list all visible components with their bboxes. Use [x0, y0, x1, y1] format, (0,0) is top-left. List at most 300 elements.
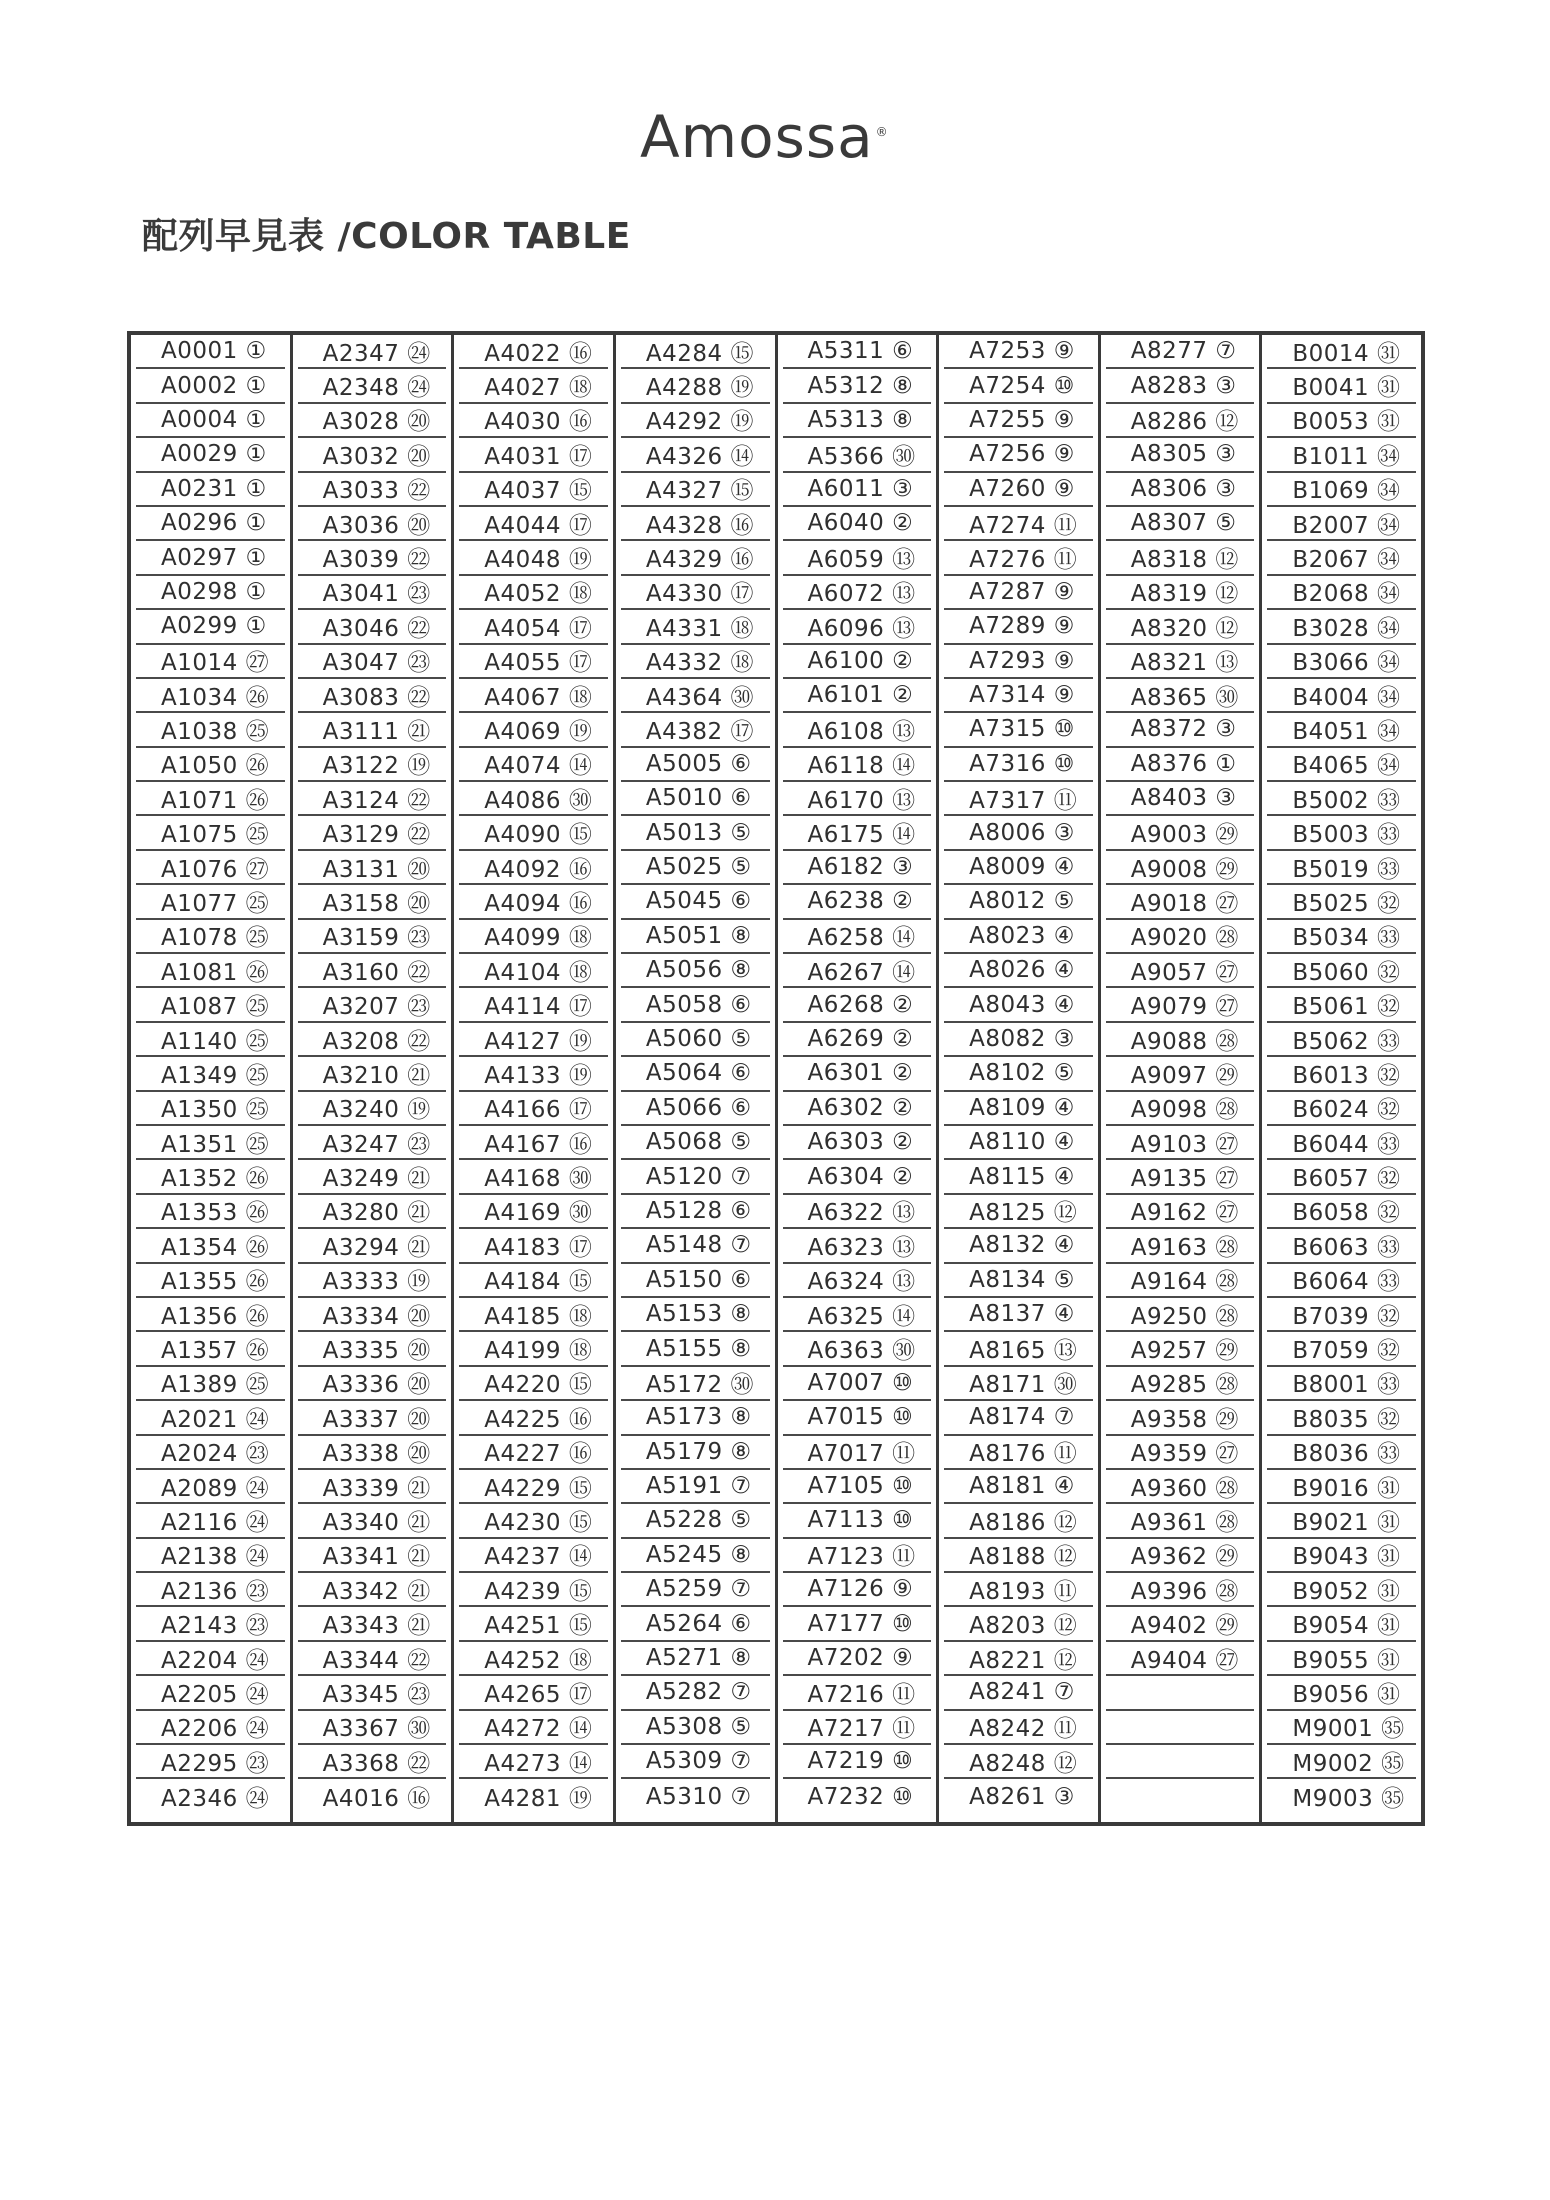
color-code-cell: A3294 ㉑	[298, 1229, 447, 1263]
color-code-cell: A4331 ⑱	[621, 610, 770, 644]
color-code-cell: B5061 ㉜	[1267, 988, 1416, 1022]
color-code-cell: A9098 ㉘	[1106, 1092, 1255, 1126]
color-code-cell: A2205 ㉔	[136, 1676, 285, 1710]
color-code-cell: A5025 ⑤	[621, 851, 770, 885]
color-code-cell: A9008 ㉙	[1106, 851, 1255, 885]
color-code-cell: A1076 ㉗	[136, 851, 285, 885]
color-code-cell: A4184 ⑮	[459, 1264, 608, 1298]
color-code-cell: A7017 ⑪	[783, 1436, 932, 1470]
color-code-cell: A8165 ⑬	[944, 1332, 1093, 1366]
color-code-cell: A6304 ②	[783, 1160, 932, 1194]
color-code-cell: A5010 ⑥	[621, 782, 770, 816]
color-code-cell: A4092 ⑯	[459, 851, 608, 885]
color-code-cell: A3338 ⑳	[298, 1436, 447, 1470]
color-code-cell: A4090 ⑮	[459, 816, 608, 850]
color-code-cell: A3343 ㉑	[298, 1607, 447, 1641]
color-code-cell: A3334 ⑳	[298, 1298, 447, 1332]
color-code-cell: A4364 ㉚	[621, 679, 770, 713]
color-code-cell: A1014 ㉗	[136, 645, 285, 679]
color-code-cell: A6301 ②	[783, 1057, 932, 1091]
color-code-cell: A5173 ⑧	[621, 1401, 770, 1435]
color-code-cell: A4044 ⑰	[459, 507, 608, 541]
color-code-cell: A7293 ⑨	[944, 645, 1093, 679]
color-code-cell: A4272 ⑭	[459, 1711, 608, 1745]
color-code-cell: A7287 ⑨	[944, 576, 1093, 610]
color-code-cell: A6267 ⑭	[783, 954, 932, 988]
color-code-cell: A6096 ⑬	[783, 610, 932, 644]
color-code-cell: A4074 ⑭	[459, 748, 608, 782]
color-code-cell: A3041 ㉓	[298, 576, 447, 610]
color-code-cell: A4220 ⑮	[459, 1367, 608, 1401]
color-code-cell: A4114 ⑰	[459, 988, 608, 1022]
color-code-cell: B5002 ㉝	[1267, 782, 1416, 816]
color-code-cell: A8125 ⑫	[944, 1195, 1093, 1229]
color-code-cell: A3342 ㉑	[298, 1573, 447, 1607]
color-code-cell: A2348 ㉔	[298, 369, 447, 403]
color-code-cell: A3159 ㉓	[298, 920, 447, 954]
color-code-cell: A0002 ①	[136, 369, 285, 403]
color-code-cell: B7039 ㉜	[1267, 1298, 1416, 1332]
color-code-cell: A7255 ⑨	[944, 404, 1093, 438]
color-code-cell: A5172 ㉚	[621, 1367, 770, 1401]
color-code-cell: A0296 ①	[136, 507, 285, 541]
table-column	[936, 335, 1098, 1822]
color-code-cell: A8307 ⑤	[1106, 507, 1255, 541]
color-code-cell: A0004 ①	[136, 404, 285, 438]
color-code-cell: A3368 ㉒	[298, 1745, 447, 1779]
color-code-cell: A5051 ⑧	[621, 920, 770, 954]
color-code-cell: A8115 ④	[944, 1160, 1093, 1194]
color-code-cell: A1078 ㉕	[136, 920, 285, 954]
color-code-cell: A8365 ㉚	[1106, 679, 1255, 713]
color-code-cell: A4284 ⑮	[621, 335, 770, 369]
color-code-cell: A6101 ②	[783, 679, 932, 713]
color-code-cell: A8221 ⑫	[944, 1642, 1093, 1676]
color-code-cell: A3344 ㉒	[298, 1642, 447, 1676]
color-code-cell: A5120 ⑦	[621, 1160, 770, 1194]
color-code-cell: A8277 ⑦	[1106, 335, 1255, 369]
color-code-cell: A7314 ⑨	[944, 679, 1093, 713]
color-code-cell: A4251 ⑮	[459, 1607, 608, 1641]
color-code-cell: A1075 ㉕	[136, 816, 285, 850]
color-code-cell	[1106, 1676, 1255, 1710]
color-code-cell: B4065 ㉞	[1267, 748, 1416, 782]
color-code-cell: A7317 ⑪	[944, 782, 1093, 816]
color-code-cell: A8109 ④	[944, 1092, 1093, 1126]
color-code-cell: A3036 ⑳	[298, 507, 447, 541]
color-code-cell: A9360 ㉘	[1106, 1470, 1255, 1504]
color-code-cell: A5066 ⑥	[621, 1092, 770, 1126]
color-code-cell: A3131 ⑳	[298, 851, 447, 885]
color-code-cell: B9056 ㉛	[1267, 1676, 1416, 1710]
color-code-cell: B5025 ㉜	[1267, 885, 1416, 919]
color-code-cell: A1350 ㉕	[136, 1092, 285, 1126]
color-code-cell: A4067 ⑱	[459, 679, 608, 713]
page-title: 配列早見表 /COLOR TABLE	[142, 216, 631, 257]
color-code-cell: A2346 ㉔	[161, 1786, 270, 1813]
color-code-cell: B3066 ㉞	[1267, 645, 1416, 679]
color-code-cell: A9003 ㉙	[1106, 816, 1255, 850]
color-code-cell: A8321 ⑬	[1106, 645, 1255, 679]
color-code-cell: A2116 ㉔	[136, 1504, 285, 1538]
color-code-cell: A7216 ⑪	[783, 1676, 932, 1710]
color-code-cell: B4051 ㉞	[1267, 713, 1416, 747]
color-code-cell: B5019 ㉝	[1267, 851, 1416, 885]
color-code-cell: A6108 ⑬	[783, 713, 932, 747]
color-code-cell: A3032 ⑳	[298, 438, 447, 472]
color-code-cell: A3046 ㉒	[298, 610, 447, 644]
color-code-cell: A4166 ⑰	[459, 1092, 608, 1126]
color-code-cell: B6044 ㉝	[1267, 1126, 1416, 1160]
color-code-cell: A2089 ㉔	[136, 1470, 285, 1504]
color-code-cell: A6325 ⑭	[783, 1298, 932, 1332]
color-code-cell: A5228 ⑤	[621, 1504, 770, 1538]
color-code-cell: A0231 ①	[136, 473, 285, 507]
color-code-cell: A7315 ⑩	[944, 713, 1093, 747]
color-code-cell: A9097 ㉙	[1106, 1057, 1255, 1091]
color-code-cell: A6100 ②	[783, 645, 932, 679]
color-code-cell: A9162 ㉗	[1106, 1195, 1255, 1229]
color-code-cell: A2143 ㉓	[136, 1607, 285, 1641]
color-code-cell: A4183 ⑰	[459, 1229, 608, 1263]
color-code-cell: A1356 ㉖	[136, 1298, 285, 1332]
color-code-cell: A3249 ㉑	[298, 1160, 447, 1194]
color-code-cell: A3124 ㉒	[298, 782, 447, 816]
color-code-cell: B9043 ㉛	[1267, 1539, 1416, 1573]
color-code-cell: A4104 ⑱	[459, 954, 608, 988]
color-code-cell: A7274 ⑪	[944, 507, 1093, 541]
color-code-cell: A0297 ①	[136, 541, 285, 575]
color-code-cell: A5309 ⑦	[621, 1745, 770, 1779]
color-code-cell: A1352 ㉖	[136, 1160, 285, 1194]
color-code-cell: A8320 ⑫	[1106, 610, 1255, 644]
color-code-cell: B9021 ㉛	[1267, 1504, 1416, 1538]
color-code-cell: A4328 ⑯	[621, 507, 770, 541]
color-code-cell: A3335 ⑳	[298, 1332, 447, 1366]
color-code-cell: A6303 ②	[783, 1126, 932, 1160]
color-code-cell: A4127 ⑲	[459, 1023, 608, 1057]
color-code-cell: A3339 ㉑	[298, 1470, 447, 1504]
color-code-cell: A4329 ⑯	[621, 541, 770, 575]
color-code-cell: A4252 ⑱	[459, 1642, 608, 1676]
amossa-logo	[640, 103, 889, 171]
color-code-cell: A3207 ㉓	[298, 988, 447, 1022]
color-code-cell: A8372 ③	[1106, 713, 1255, 747]
color-code-cell: A4052 ⑱	[459, 576, 608, 610]
color-code-cell: A8248 ⑫	[944, 1745, 1093, 1779]
color-code-cell: A0298 ①	[136, 576, 285, 610]
color-code-cell: A3039 ㉒	[298, 541, 447, 575]
color-code-cell: A5245 ⑧	[621, 1539, 770, 1573]
color-code-cell	[1106, 1711, 1255, 1745]
color-code-cell: A7232 ⑩	[807, 1783, 914, 1810]
color-code-cell: A3111 ㉑	[298, 713, 447, 747]
color-code-cell: B6013 ㉜	[1267, 1057, 1416, 1091]
color-code-cell: A4239 ⑮	[459, 1573, 608, 1607]
color-code-cell: A4069 ⑲	[459, 713, 608, 747]
color-code-cell: A1071 ㉖	[136, 782, 285, 816]
color-code-cell: A6170 ⑬	[783, 782, 932, 816]
color-code-cell	[1106, 1779, 1255, 1813]
color-code-cell: A4133 ⑲	[459, 1057, 608, 1091]
color-code-cell: A6040 ②	[783, 507, 932, 541]
color-code-cell: A4199 ⑱	[459, 1332, 608, 1366]
color-code-cell: A5264 ⑥	[621, 1607, 770, 1641]
color-code-cell: A6072 ⑬	[783, 576, 932, 610]
color-code-cell: A9359 ㉗	[1106, 1436, 1255, 1470]
color-code-cell: A9358 ㉙	[1106, 1401, 1255, 1435]
color-code-cell: A4027 ⑱	[459, 369, 608, 403]
color-code-cell: A7007 ⑩	[783, 1367, 932, 1401]
color-code-cell: B6063 ㉝	[1267, 1229, 1416, 1263]
color-code-cell: A8132 ④	[944, 1229, 1093, 1263]
color-code-cell: A8286 ⑫	[1106, 404, 1255, 438]
color-code-cell: A6323 ⑬	[783, 1229, 932, 1263]
color-code-cell: A3028 ⑳	[298, 404, 447, 438]
color-code-cell: A5311 ⑥	[783, 335, 932, 369]
color-code-cell: M9002 ㉟	[1267, 1745, 1416, 1779]
color-code-cell: A9362 ㉙	[1106, 1539, 1255, 1573]
color-code-cell: A8181 ④	[944, 1470, 1093, 1504]
color-code-cell: A1355 ㉖	[136, 1264, 285, 1298]
color-code-cell: A4016 ⑯	[322, 1786, 431, 1813]
table-column	[1259, 335, 1421, 1822]
color-code-cell: A1034 ㉖	[136, 679, 285, 713]
color-code-cell: A2138 ㉔	[136, 1539, 285, 1573]
color-code-cell: A1087 ㉕	[136, 988, 285, 1022]
color-code-cell: A5308 ⑤	[621, 1711, 770, 1745]
color-code-cell: A7219 ⑩	[783, 1745, 932, 1779]
color-code-cell: A3341 ㉑	[298, 1539, 447, 1573]
color-code-cell: A0029 ①	[136, 438, 285, 472]
color-code-cell: A4086 ㉚	[459, 782, 608, 816]
color-code-cell: B5034 ㉝	[1267, 920, 1416, 954]
color-code-cell: B9054 ㉛	[1267, 1607, 1416, 1641]
table-column	[775, 335, 937, 1822]
color-code-cell: A6269 ②	[783, 1023, 932, 1057]
color-code-cell: A4031 ⑰	[459, 438, 608, 472]
color-code-cell	[1106, 1745, 1255, 1779]
color-code-cell: A4288 ⑲	[621, 369, 770, 403]
color-code-cell: B6064 ㉝	[1267, 1264, 1416, 1298]
color-code-cell: A8174 ⑦	[944, 1401, 1093, 1435]
color-code-cell: A3367 ㉚	[298, 1711, 447, 1745]
color-code-cell: A5191 ⑦	[621, 1470, 770, 1504]
color-code-cell: A4330 ⑰	[621, 576, 770, 610]
color-code-cell: A3158 ⑳	[298, 885, 447, 919]
color-code-cell: A9257 ㉙	[1106, 1332, 1255, 1366]
color-code-cell: A3083 ㉒	[298, 679, 447, 713]
color-code-cell: B3028 ㉞	[1267, 610, 1416, 644]
color-code-cell: B8035 ㉜	[1267, 1401, 1416, 1435]
color-code-cell: A8241 ⑦	[944, 1676, 1093, 1710]
table-column	[290, 335, 452, 1822]
color-code-cell: A4225 ⑯	[459, 1401, 608, 1435]
color-code-cell: A6182 ③	[783, 851, 932, 885]
color-code-cell: A8376 ①	[1106, 748, 1255, 782]
color-code-cell: A6324 ⑬	[783, 1264, 932, 1298]
color-code-cell: A5060 ⑤	[621, 1023, 770, 1057]
color-code-cell: A5259 ⑦	[621, 1573, 770, 1607]
color-code-cell: A9057 ㉗	[1106, 954, 1255, 988]
color-code-cell: A7276 ⑪	[944, 541, 1093, 575]
color-code-cell: A4168 ㉚	[459, 1160, 608, 1194]
color-code-cell: A3247 ㉓	[298, 1126, 447, 1160]
color-code-cell: A8319 ⑫	[1106, 576, 1255, 610]
color-code-cell: A5310 ⑦	[645, 1783, 752, 1810]
color-code-cell: A9361 ㉘	[1106, 1504, 1255, 1538]
color-code-cell: A8318 ⑫	[1106, 541, 1255, 575]
color-code-cell: B0014 ㉛	[1267, 335, 1416, 369]
color-code-cell: A4169 ㉚	[459, 1195, 608, 1229]
color-code-cell: A9164 ㉘	[1106, 1264, 1255, 1298]
color-code-cell: A4281 ⑲	[484, 1786, 593, 1813]
color-code-cell: A4229 ⑮	[459, 1470, 608, 1504]
color-code-cell: A8043 ④	[944, 988, 1093, 1022]
color-code-cell: A7177 ⑩	[783, 1607, 932, 1641]
color-code-cell: A4037 ⑮	[459, 473, 608, 507]
color-code-cell: A4054 ⑰	[459, 610, 608, 644]
color-code-cell: A8171 ㉚	[944, 1367, 1093, 1401]
color-code-cell: B9052 ㉛	[1267, 1573, 1416, 1607]
color-code-cell: A3336 ⑳	[298, 1367, 447, 1401]
color-code-cell: A1354 ㉖	[136, 1229, 285, 1263]
color-code-cell: A4292 ⑲	[621, 404, 770, 438]
color-code-cell: A1050 ㉖	[136, 748, 285, 782]
color-code-cell: A7260 ⑨	[944, 473, 1093, 507]
color-code-cell: B9055 ㉛	[1267, 1642, 1416, 1676]
color-code-cell: A4094 ⑯	[459, 885, 608, 919]
color-code-cell: A4332 ⑱	[621, 645, 770, 679]
color-code-cell: A6268 ②	[783, 988, 932, 1022]
color-code-cell: A2295 ㉓	[136, 1745, 285, 1779]
color-code-cell: A3337 ⑳	[298, 1401, 447, 1435]
color-code-cell: A1389 ㉕	[136, 1367, 285, 1401]
color-code-cell: A5179 ⑧	[621, 1436, 770, 1470]
color-code-cell: A7253 ⑨	[944, 335, 1093, 369]
color-code-cell: B6058 ㉜	[1267, 1195, 1416, 1229]
color-code-cell: A9020 ㉘	[1106, 920, 1255, 954]
color-code-cell: A8176 ⑪	[944, 1436, 1093, 1470]
color-code-cell: A4227 ⑯	[459, 1436, 608, 1470]
color-code-cell: B9016 ㉛	[1267, 1470, 1416, 1504]
color-code-cell: A7105 ⑩	[783, 1470, 932, 1504]
color-code-cell: A6238 ②	[783, 885, 932, 919]
color-code-cell: B2067 ㉞	[1267, 541, 1416, 575]
color-code-cell: B8001 ㉝	[1267, 1367, 1416, 1401]
color-code-cell: A8012 ⑤	[944, 885, 1093, 919]
color-code-cell: A5153 ⑧	[621, 1298, 770, 1332]
color-code-cell: B5060 ㉜	[1267, 954, 1416, 988]
color-code-cell: A4022 ⑯	[459, 335, 608, 369]
color-code-cell: A4273 ⑭	[459, 1745, 608, 1779]
color-code-cell: A7217 ⑪	[783, 1711, 932, 1745]
color-code-cell: A5282 ⑦	[621, 1676, 770, 1710]
color-code-cell: A3210 ㉑	[298, 1057, 447, 1091]
color-code-cell: A4327 ⑮	[621, 473, 770, 507]
color-code-cell: A0299 ①	[136, 610, 285, 644]
color-code-cell: A2021 ㉔	[136, 1401, 285, 1435]
color-code-cell: A1077 ㉕	[136, 885, 285, 919]
logo-text: Amossa	[640, 103, 874, 171]
color-code-cell: A0001 ①	[136, 335, 285, 369]
table-column	[613, 335, 775, 1822]
color-code-cell: B2007 ㉞	[1267, 507, 1416, 541]
registered-mark: ®	[875, 125, 889, 139]
color-table	[127, 331, 1425, 1826]
color-code-cell: A4326 ⑭	[621, 438, 770, 472]
color-code-cell: A4048 ⑲	[459, 541, 608, 575]
color-code-cell: A5312 ⑧	[783, 369, 932, 403]
color-code-cell: A8026 ④	[944, 954, 1093, 988]
color-code-cell: A5056 ⑧	[621, 954, 770, 988]
color-code-cell: B5062 ㉝	[1267, 1023, 1416, 1057]
color-code-cell: A7015 ⑩	[783, 1401, 932, 1435]
color-code-cell: A1140 ㉕	[136, 1023, 285, 1057]
color-code-cell: A3122 ⑲	[298, 748, 447, 782]
color-code-cell: A9079 ㉗	[1106, 988, 1255, 1022]
color-code-cell: A8306 ③	[1106, 473, 1255, 507]
color-code-cell: B6057 ㉜	[1267, 1160, 1416, 1194]
color-code-cell: A8009 ④	[944, 851, 1093, 885]
color-code-cell: A3033 ㉒	[298, 473, 447, 507]
color-code-cell: A2206 ㉔	[136, 1711, 285, 1745]
color-code-cell: A6118 ⑭	[783, 748, 932, 782]
color-code-cell: A7254 ⑩	[944, 369, 1093, 403]
color-code-cell: A8193 ⑪	[944, 1573, 1093, 1607]
color-code-cell: A9285 ㉘	[1106, 1367, 1255, 1401]
color-code-cell: A4230 ⑮	[459, 1504, 608, 1538]
color-code-cell: A3280 ㉑	[298, 1195, 447, 1229]
color-code-cell: A6322 ⑬	[783, 1195, 932, 1229]
color-code-cell: A7126 ⑨	[783, 1573, 932, 1607]
color-code-cell: A9404 ㉗	[1106, 1642, 1255, 1676]
color-code-cell: B1011 ㉞	[1267, 438, 1416, 472]
color-code-cell: A4030 ⑯	[459, 404, 608, 438]
color-code-cell: A6011 ③	[783, 473, 932, 507]
color-code-cell: A7113 ⑩	[783, 1504, 932, 1538]
table-column	[1098, 335, 1260, 1822]
color-code-cell: A8134 ⑤	[944, 1264, 1093, 1298]
color-code-cell: A8137 ④	[944, 1298, 1093, 1332]
color-code-cell: B1069 ㉞	[1267, 473, 1416, 507]
color-code-cell: A3208 ㉒	[298, 1023, 447, 1057]
color-code-cell: A5155 ⑧	[621, 1332, 770, 1366]
color-code-cell: A7289 ⑨	[944, 610, 1093, 644]
color-code-cell: B8036 ㉝	[1267, 1436, 1416, 1470]
color-code-cell: A8006 ③	[944, 816, 1093, 850]
color-code-cell: B0053 ㉛	[1267, 404, 1416, 438]
color-code-cell: A9088 ㉘	[1106, 1023, 1255, 1057]
color-code-cell: A8102 ⑤	[944, 1057, 1093, 1091]
color-code-cell: A5058 ⑥	[621, 988, 770, 1022]
color-code-cell: A5313 ⑧	[783, 404, 932, 438]
color-code-cell: A5150 ⑥	[621, 1264, 770, 1298]
color-code-cell: A3333 ⑲	[298, 1264, 447, 1298]
color-code-cell: A3160 ㉒	[298, 954, 447, 988]
color-code-cell: A6302 ②	[783, 1092, 932, 1126]
color-code-cell: A3047 ㉓	[298, 645, 447, 679]
table-column	[451, 335, 613, 1822]
color-code-cell: A2347 ㉔	[298, 335, 447, 369]
color-code-cell: A8261 ③	[969, 1783, 1075, 1810]
color-code-cell: A8242 ⑪	[944, 1711, 1093, 1745]
color-code-cell: A4099 ⑱	[459, 920, 608, 954]
color-code-cell: A9396 ㉘	[1106, 1573, 1255, 1607]
color-code-cell: M9001 ㉟	[1267, 1711, 1416, 1745]
color-code-cell: A4185 ⑱	[459, 1298, 608, 1332]
color-code-cell: A2024 ㉓	[136, 1436, 285, 1470]
